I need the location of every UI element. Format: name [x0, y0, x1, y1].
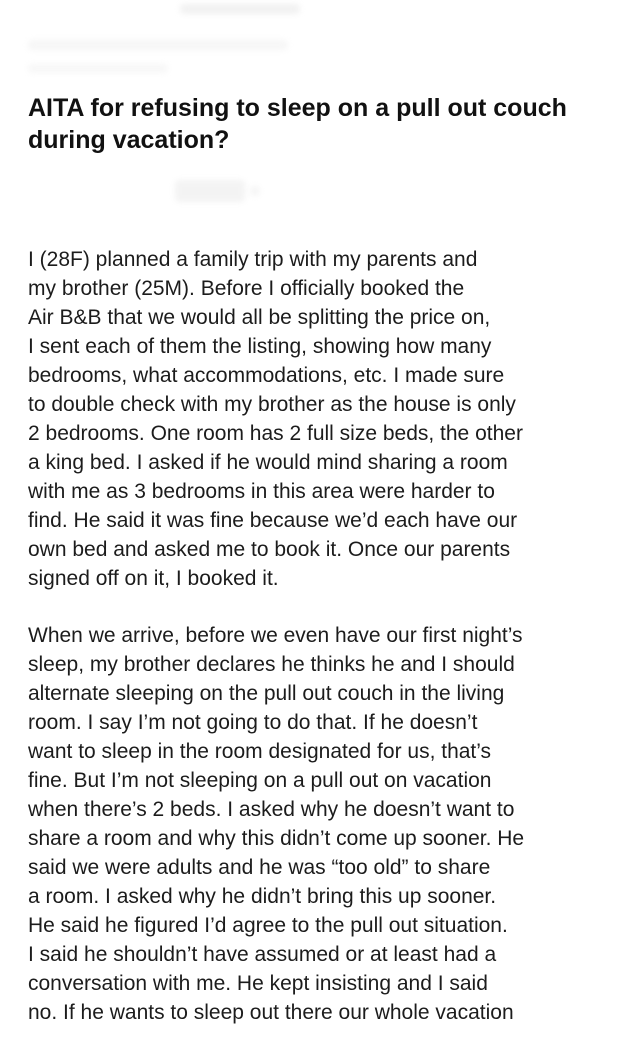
body-line: own bed and asked me to book it. Once our parents — [28, 538, 511, 561]
blurred-flair — [175, 180, 245, 202]
body-line: bedrooms, what accommodations, etc. I made sure — [28, 364, 505, 387]
body-line: want to sleep in the room designated for us, that’s — [28, 740, 492, 763]
blurred-subreddit-text — [28, 40, 288, 50]
body-line: a room. I asked why he didn’t bring this up sooner. — [28, 885, 497, 908]
post-body — [28, 245, 628, 1055]
body-line: I sent each of them the listing, showing how many — [28, 335, 492, 358]
body-line: I (28F) planned a family trip with my parents and — [28, 248, 478, 271]
body-line: to double check with my brother as the house is only — [28, 393, 516, 416]
body-line: signed off on it, I booked it. — [28, 567, 279, 590]
blurred-flair-icon — [250, 186, 260, 196]
body-line: 2 bedrooms. One room has 2 full size beds, the other — [28, 422, 523, 445]
blurred-header-text — [180, 4, 300, 14]
body-line: fine. But I’m not sleeping on a pull out on vacation — [28, 769, 492, 792]
body-line: when there’s 2 beds. I asked why he doesn’t want to — [28, 798, 515, 821]
body-line: room. I say I’m not going to do that. If he doesn’t — [28, 711, 478, 734]
body-line: said we were adults and he was “too old” to share — [28, 856, 491, 879]
post-paragraph — [28, 621, 628, 1027]
body-line: He said he figured I’d agree to the pull out situation. — [28, 914, 508, 937]
blurred-meta-text — [28, 64, 168, 73]
body-line: with me as 3 bedrooms in this area were harder to — [28, 480, 495, 503]
body-line: Air B&B that we would all be splitting the price on, — [28, 306, 491, 329]
body-line: sleep, my brother declares he thinks he and I should — [28, 653, 515, 676]
body-line: alternate sleeping on the pull out couch in the living — [28, 682, 505, 705]
post-title — [28, 92, 618, 156]
post-title-line: during vacation? — [28, 126, 230, 154]
body-line: find. He said it was fine because we’d each have our — [28, 509, 518, 532]
body-line: no. If he wants to sleep out there our whole vacation — [28, 1001, 514, 1024]
body-line: I said he shouldn’t have assumed or at least had a — [28, 943, 497, 966]
body-line: share a room and why this didn’t come up sooner. He — [28, 827, 525, 850]
post-paragraph — [28, 245, 628, 593]
body-line: conversation with me. He kept insisting and I said — [28, 972, 488, 995]
body-line: my brother (25M). Before I officially booked the — [28, 277, 465, 300]
post-title-line: AITA for refusing to sleep on a pull out couch — [28, 94, 567, 122]
body-line: When we arrive, before we even have our first night’s — [28, 624, 523, 647]
body-line: a king bed. I asked if he would mind sharing a room — [28, 451, 508, 474]
